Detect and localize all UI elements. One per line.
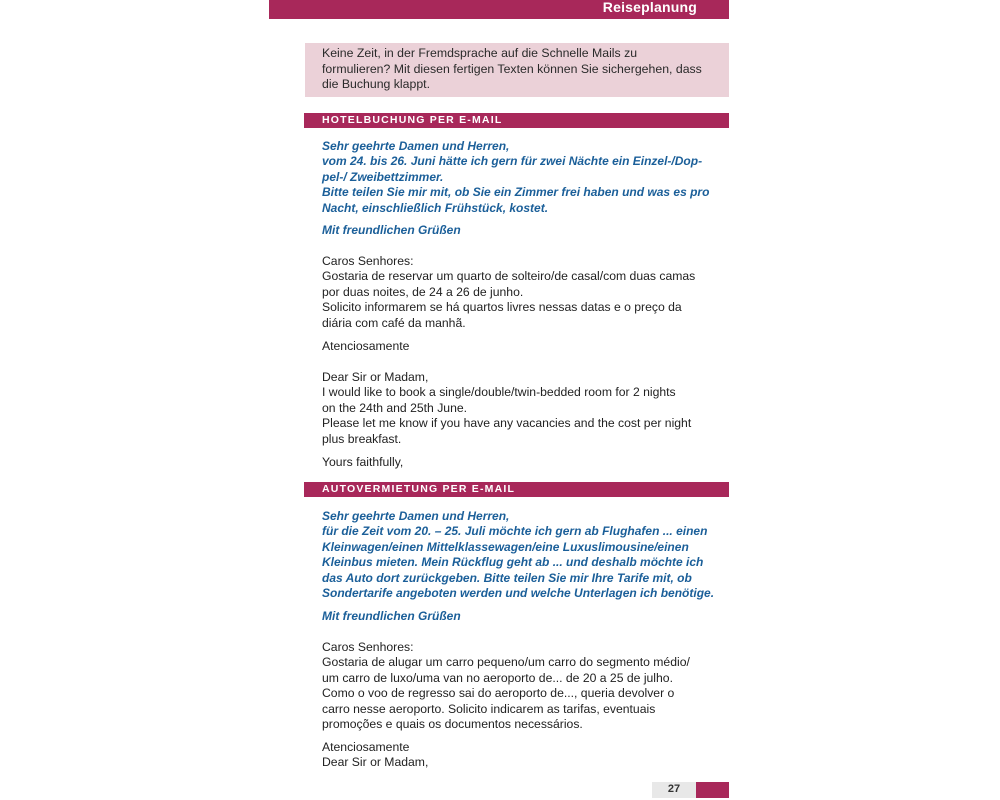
- text-line: das Auto dort zurückgeben. Bitte teilen Sie mir Ihre Tarife mit, ob: [322, 570, 692, 585]
- car-german-closing: Mit freundlichen Grüßen: [322, 609, 461, 623]
- intro-line: Keine Zeit, in der Fremdsprache auf die Schnelle Mails zu: [322, 46, 638, 60]
- intro-line: die Buchung klappt.: [322, 77, 431, 91]
- hotel-german-closing: Mit freundlichen Grüßen: [322, 223, 461, 237]
- car-portuguese-text: [322, 640, 712, 732]
- hotel-portuguese-closing: Atenciosamente: [322, 339, 410, 353]
- page-header-title: Reiseplanung: [602, 0, 697, 15]
- text-line: plus breakfast.: [322, 431, 402, 446]
- page-header-bar: [269, 0, 729, 19]
- text-line: Kleinbus mieten. Mein Rückflug geht ab ... und deshalb möchte ich: [322, 555, 704, 570]
- text-line: Sehr geehrte Damen und Herren,: [322, 509, 510, 523]
- text-line: diária com café da manhã.: [322, 315, 466, 330]
- text-line: Dear Sir or Madam,: [322, 370, 429, 384]
- text-line: carro nesse aeroporto. Solicito indicarem as tarifas, eventuais: [322, 701, 656, 716]
- car-german-text: [322, 509, 715, 601]
- text-line: für die Zeit vom 20. – 25. Juli möchte ich gern ab Flughafen ... einen: [322, 524, 708, 539]
- text-line: Nacht, einschließlich Frühstück, kostet.: [322, 200, 549, 215]
- car-portuguese-closing: Atenciosamente: [322, 740, 410, 754]
- text-line: Solicito informarem se há quartos livres nessas datas e o preço da: [322, 300, 682, 315]
- text-line: Caros Senhores:: [322, 640, 414, 654]
- text-line: por duas noites, de 24 a 26 de junho.: [322, 284, 524, 299]
- car-english-salutation: Dear Sir or Madam,: [322, 755, 429, 769]
- text-line: Please let me know if you have any vacancies and the cost per night: [322, 416, 692, 431]
- text-line: vom 24. bis 26. Juni hätte ich gern für zwei Nächte ein Einzel-/Dop-: [322, 154, 703, 169]
- text-line: um carro de luxo/uma van no aeroporto de... de 20 a 25 de julho.: [322, 670, 673, 685]
- section-heading-car: [304, 482, 729, 497]
- text-line: Sondertarife angeboten werden und welche Unterlagen ich benötige.: [322, 586, 715, 601]
- intro-line: formulieren? Mit diesen fertigen Texten können Sie sichergehen, dass: [322, 61, 702, 76]
- text-line: on the 24th and 25th June.: [322, 400, 468, 415]
- section-heading-label: HOTELBUCHUNG PER E-MAIL: [322, 114, 503, 126]
- section-heading-label: AUTOVERMIETUNG PER E-MAIL: [322, 483, 516, 495]
- text-line: Como o voo de regresso sai do aeroporto de..., queria devolver o: [322, 686, 675, 701]
- text-line: Gostaria de reservar um quarto de solteiro/de casal/com duas camas: [322, 269, 696, 284]
- text-line: I would like to book a single/double/twin-bedded room for 2 nights: [322, 385, 676, 400]
- text-line: pel-/ Zweibettzimmer.: [322, 169, 444, 184]
- section-heading-hotel: [304, 113, 729, 128]
- intro-box: [305, 43, 729, 97]
- hotel-portuguese-text: [322, 254, 712, 331]
- hotel-english-text: [322, 370, 712, 447]
- text-line: Sehr geehrte Damen und Herren,: [322, 139, 510, 153]
- text-line: Gostaria de alugar um carro pequeno/um carro do segmento médio/: [322, 655, 690, 670]
- hotel-german-text: [322, 139, 712, 216]
- hotel-english-closing: Yours faithfully,: [322, 455, 404, 469]
- text-line: Bitte teilen Sie mir mit, ob Sie ein Zimmer frei haben und was es pro: [322, 185, 710, 200]
- page-number-box: [652, 782, 696, 798]
- text-line: Kleinwagen/einen Mittelklassewagen/eine Luxuslimousine/einen: [322, 539, 689, 554]
- text-line: Caros Senhores:: [322, 254, 414, 268]
- intro-text: [322, 46, 722, 93]
- page-number-accent: [696, 782, 729, 798]
- text-line: promoções e quais os documentos necessários.: [322, 717, 583, 732]
- page-number: 27: [667, 783, 681, 795]
